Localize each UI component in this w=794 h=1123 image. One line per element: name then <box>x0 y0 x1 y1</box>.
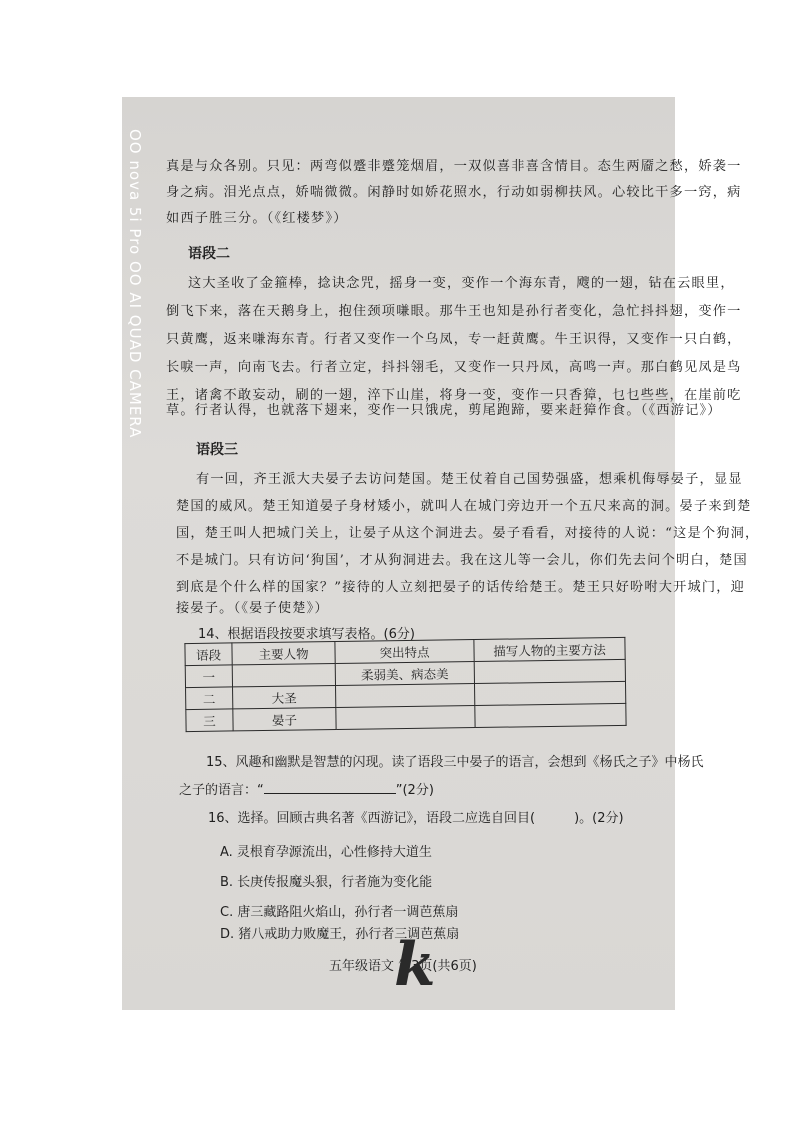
camera-watermark: OO nova 5i Pro OO AI QUAD CAMERA <box>126 129 144 439</box>
page-footer: 五年级语文 第3页(共6页) <box>329 959 477 974</box>
table-cell[interactable] <box>474 681 625 705</box>
table-cell[interactable] <box>474 659 625 683</box>
passage1-line: 真是与众各别。只见：两弯似蹙非蹙笼烟眉，一双似喜非喜含情目。态生两靥之愁，娇袭一 <box>166 159 742 174</box>
passage2-line: 只黄鹰，返来嗛海东青。行者又变作一个乌凤，专一赶黄鹰。牛王识得，又变作一只白鹤， <box>166 332 742 347</box>
document-photo <box>122 97 760 1010</box>
table-row <box>186 703 626 731</box>
q15-answer-blank[interactable] <box>264 781 396 794</box>
passage3-line: 有一回，齐王派大夫晏子去访问楚国。楚王仗着自己国势强盛，想乘机侮辱晏子，显显 <box>196 472 743 487</box>
table-cell: 柔弱美、病态美 <box>335 662 474 686</box>
table-header-cell: 主要人物 <box>232 641 335 664</box>
table-cell[interactable] <box>475 703 626 727</box>
passage2-heading: 语段二 <box>188 246 230 262</box>
table-cell: 一 <box>185 665 232 688</box>
passage3-line: 接晏子。（《晏子使楚》） <box>176 601 329 616</box>
table-header-cell: 突出特点 <box>335 640 474 664</box>
table-header-cell: 语段 <box>185 643 232 666</box>
passage2-line: 草。行者认得，也就落下翅来，变作一只饿虎，剪尾跑蹄，要来赶獐作食。（《西游记》） <box>166 403 722 418</box>
q14-prompt: 14、根据语段按要求填写表格。(6分) <box>198 627 415 642</box>
passage3-heading: 语段三 <box>196 442 238 458</box>
passage1-line: 身之病。泪光点点，娇喘微微。闲静时如娇花照水，行动如弱柳扶风。心较比干多一窍，病 <box>166 185 742 200</box>
table-header-cell: 描写人物的主要方法 <box>474 637 625 661</box>
table-cell[interactable] <box>336 684 475 708</box>
table-cell: 二 <box>186 687 233 710</box>
passage3-line: 国，楚王叫人把城门关上，让晏子从这个洞进去。晏子看看，对接待的人说：“这是个狗洞， <box>176 526 760 541</box>
q16-option-c[interactable]: C. 唐三藏路阻火焰山，孙行者一调芭蕉扇 <box>220 905 459 920</box>
table-cell: 三 <box>186 709 233 732</box>
table-cell: 晏子 <box>233 707 336 730</box>
q15-line2 <box>179 779 434 798</box>
passage2-line: 倒飞下来，落在天鹅身上，抱住颈项嗛眼。那牛王也知是孙行者变化，急忙抖抖翅，变作一 <box>166 304 742 319</box>
q16-option-a[interactable]: A. 灵根育孕源流出，心性修持大道生 <box>220 845 432 860</box>
passage2-line: 这大圣收了金箍棒，捻诀念咒，摇身一变，变作一个海东青，飕的一翅，钻在云眼里， <box>188 276 735 291</box>
q15-line1: 15、风趣和幽默是智慧的闪现。读了语段三中晏子的语言，会想到《杨氏之子》中杨氏 <box>206 755 704 770</box>
q15-suffix: ”(2分) <box>395 783 434 798</box>
table-cell[interactable] <box>232 663 335 686</box>
q16-option-d[interactable]: D. 猪八戒助力败魔王，孙行者三调芭蕉扇 <box>220 927 460 942</box>
q16-prompt: 16、选择。回顾古典名著《西游记》，语段二应选自回目( )。(2分) <box>208 811 624 826</box>
passage3-line: 到底是个什么样的国家？”接待的人立刻把晏子的话传给楚王。楚王只好吩咐大开城门，迎 <box>176 580 746 595</box>
passage3-line: 不是城门。只有访问‘狗国’，才从狗洞进去。我在这儿等一会儿，你们先去问个明白，楚国 <box>176 553 748 568</box>
q15-prefix: 之子的语言：“ <box>179 783 264 798</box>
q16-option-b[interactable]: B. 长庚传报魔头狠，行者施为变化能 <box>220 875 433 890</box>
table-cell[interactable] <box>336 706 475 730</box>
passage2-line: 王，诸禽不敢妄动，刷的一翅，淬下山崖，将身一变，变作一只香獐，乜乜些些，在崖前吃 <box>166 388 742 403</box>
passage2-line: 长唳一声，向南飞去。行者立定，抖抖翎毛，又变作一只丹凤，高鸣一声。那白鹤见凤是鸟 <box>166 360 742 375</box>
passage1-line: 如西子胜三分。（《红楼梦》） <box>166 211 348 226</box>
q14-table <box>184 637 626 732</box>
passage3-line: 楚国的威风。楚王知道晏子身材矮小，就叫人在城门旁边开一个五尺来高的洞。晏子来到楚 <box>176 499 752 514</box>
table-cell: 大圣 <box>233 685 336 708</box>
handwritten-k-mark: k <box>394 930 436 1000</box>
